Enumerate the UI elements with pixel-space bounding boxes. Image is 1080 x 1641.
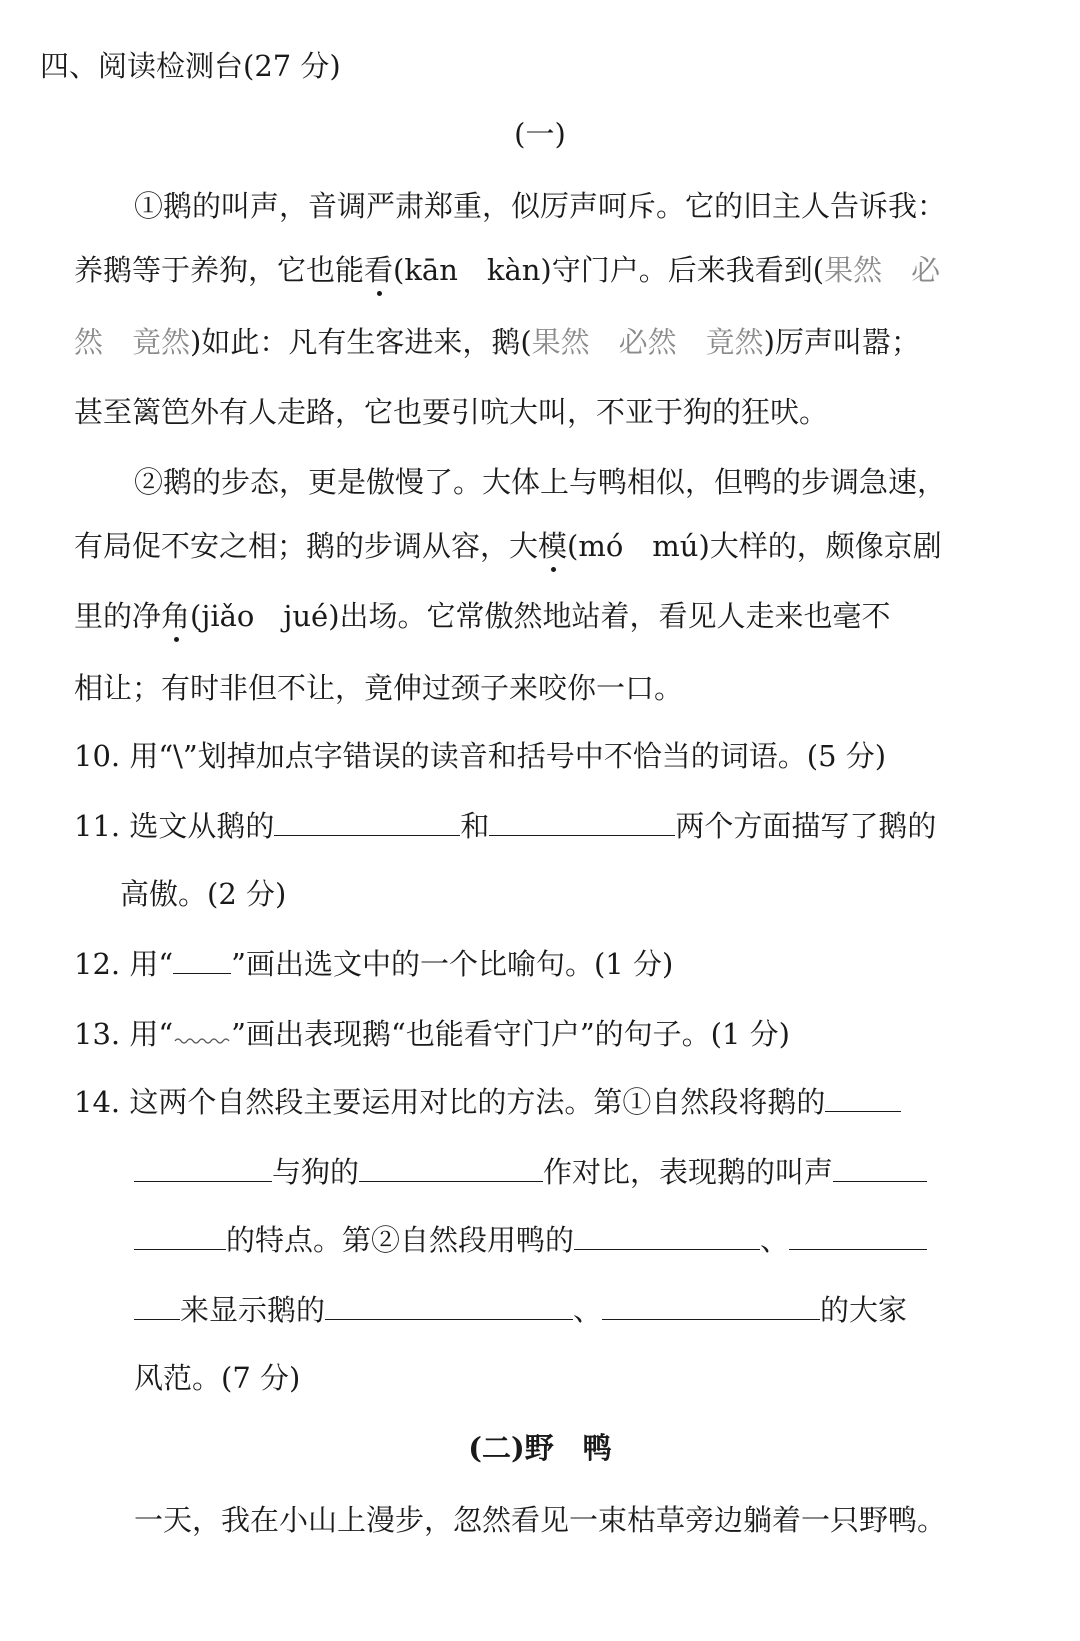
p1-line-3-text-c: )厉声叫嚣； [763, 325, 920, 359]
p1-line-2-text-b: (kān kàn)守门户。后来我看到( [393, 253, 825, 287]
p1-line-3-text: )如此：凡有生客进来，鹅( [190, 325, 532, 359]
p2-line-2 [74, 526, 942, 566]
p2-line-3-text: 里的净 [74, 599, 162, 633]
q12-text-b: ”画出选文中的一个比喻句。(1 分) [231, 947, 674, 981]
word-options-1-cont: 然 竟然 [74, 325, 191, 359]
question-11 [74, 806, 936, 846]
q14-text-g: 、 [573, 1293, 603, 1327]
straight-underline-symbol [173, 945, 231, 974]
question-14-line-3 [134, 1220, 927, 1260]
word-options-1: 果然 必 [824, 253, 941, 287]
dotted-char-jue: 角 [161, 596, 190, 636]
part1-heading: (一) [514, 117, 566, 151]
p2-line-1: ②鹅的步态，更是傲慢了。大体上与鸭相似，但鸭的步调急速， [134, 465, 947, 499]
answer-blank[interactable] [325, 1291, 573, 1320]
answer-blank[interactable] [825, 1083, 901, 1112]
answer-blank[interactable] [489, 807, 675, 836]
word-options-2: 果然 必然 竟然 [531, 325, 764, 359]
p2-line-2-text-b: (mó mú)大样的，颇像京剧 [567, 529, 942, 563]
q11-text-b: 和 [460, 809, 490, 843]
p1-line-4: 甚至篱笆外有人走路，它也要引吭大叫，不亚于狗的狂吠。 [74, 395, 829, 429]
q14-text-e: 、 [760, 1223, 790, 1257]
q11-text-c: 两个方面描写了鹅的 [675, 809, 937, 843]
question-14 [74, 1082, 901, 1122]
answer-blank[interactable] [833, 1153, 927, 1182]
answer-blank[interactable] [359, 1153, 543, 1182]
section-title: 四、阅读检测台(27 分) [40, 49, 341, 83]
question-14-line-2 [134, 1152, 927, 1192]
part2-paragraph-1: 一天，我在小山上漫步，忽然看见一束枯草旁边躺着一只野鸭。 [134, 1503, 947, 1537]
question-14-line-5: 风范。(7 分) [134, 1361, 301, 1395]
q11-text-a: 11. 选文从鹅的 [74, 809, 275, 843]
answer-blank[interactable] [274, 807, 460, 836]
answer-blank[interactable] [134, 1291, 180, 1320]
dotted-char-kan: 看 [364, 250, 393, 290]
q13-text-b: ”画出表现鹅“也能看守门户”的句子。(1 分) [231, 1017, 790, 1051]
p2-line-2-text: 有局促不安之相；鹅的步调从容，大 [74, 529, 539, 563]
part2-heading: (二)野 鸭 [468, 1431, 612, 1465]
wavy-underline-symbol [173, 1024, 231, 1044]
answer-blank[interactable] [134, 1221, 226, 1250]
p2-line-4: 相让；有时非但不让，竟伸过颈子来咬你一口。 [74, 671, 684, 705]
p2-line-3-text-b: (jiǎo jué)出场。它常傲然地站着，看见人走来也毫不 [190, 599, 891, 633]
p1-line-2-text: 养鹅等于养狗，它也能 [74, 253, 365, 287]
q14-text-a: 14. 这两个自然段主要运用对比的方法。第①自然段将鹅的 [74, 1085, 826, 1119]
q14-text-d: 的特点。第②自然段用鸭的 [226, 1223, 575, 1257]
q14-text-c: 作对比，表现鹅的叫声 [543, 1155, 834, 1189]
q14-text-h: 的大家 [820, 1293, 908, 1327]
p1-line-3 [74, 322, 920, 362]
q13-text-a: 13. 用“ [74, 1017, 174, 1051]
q12-text-a: 12. 用“ [74, 947, 174, 981]
question-13 [74, 1014, 790, 1054]
answer-blank[interactable] [574, 1221, 760, 1250]
q14-text-f: 来显示鹅的 [180, 1293, 326, 1327]
question-11-cont: 高傲。(2 分) [120, 877, 287, 911]
answer-blank[interactable] [602, 1291, 820, 1320]
question-14-line-4 [134, 1290, 907, 1330]
question-10: 10. 用“\”划掉加点字错误的读音和括号中不恰当的词语。(5 分) [74, 739, 887, 773]
answer-blank[interactable] [134, 1153, 272, 1182]
q14-text-b: 与狗的 [272, 1155, 360, 1189]
dotted-char-mo: 模 [538, 526, 567, 566]
p2-line-3 [74, 596, 891, 636]
question-12 [74, 944, 673, 984]
p1-line-1: ①鹅的叫声，音调严肃郑重，似厉声呵斥。它的旧主人告诉我： [134, 189, 947, 223]
answer-blank[interactable] [789, 1221, 927, 1250]
p1-line-2 [74, 250, 940, 290]
